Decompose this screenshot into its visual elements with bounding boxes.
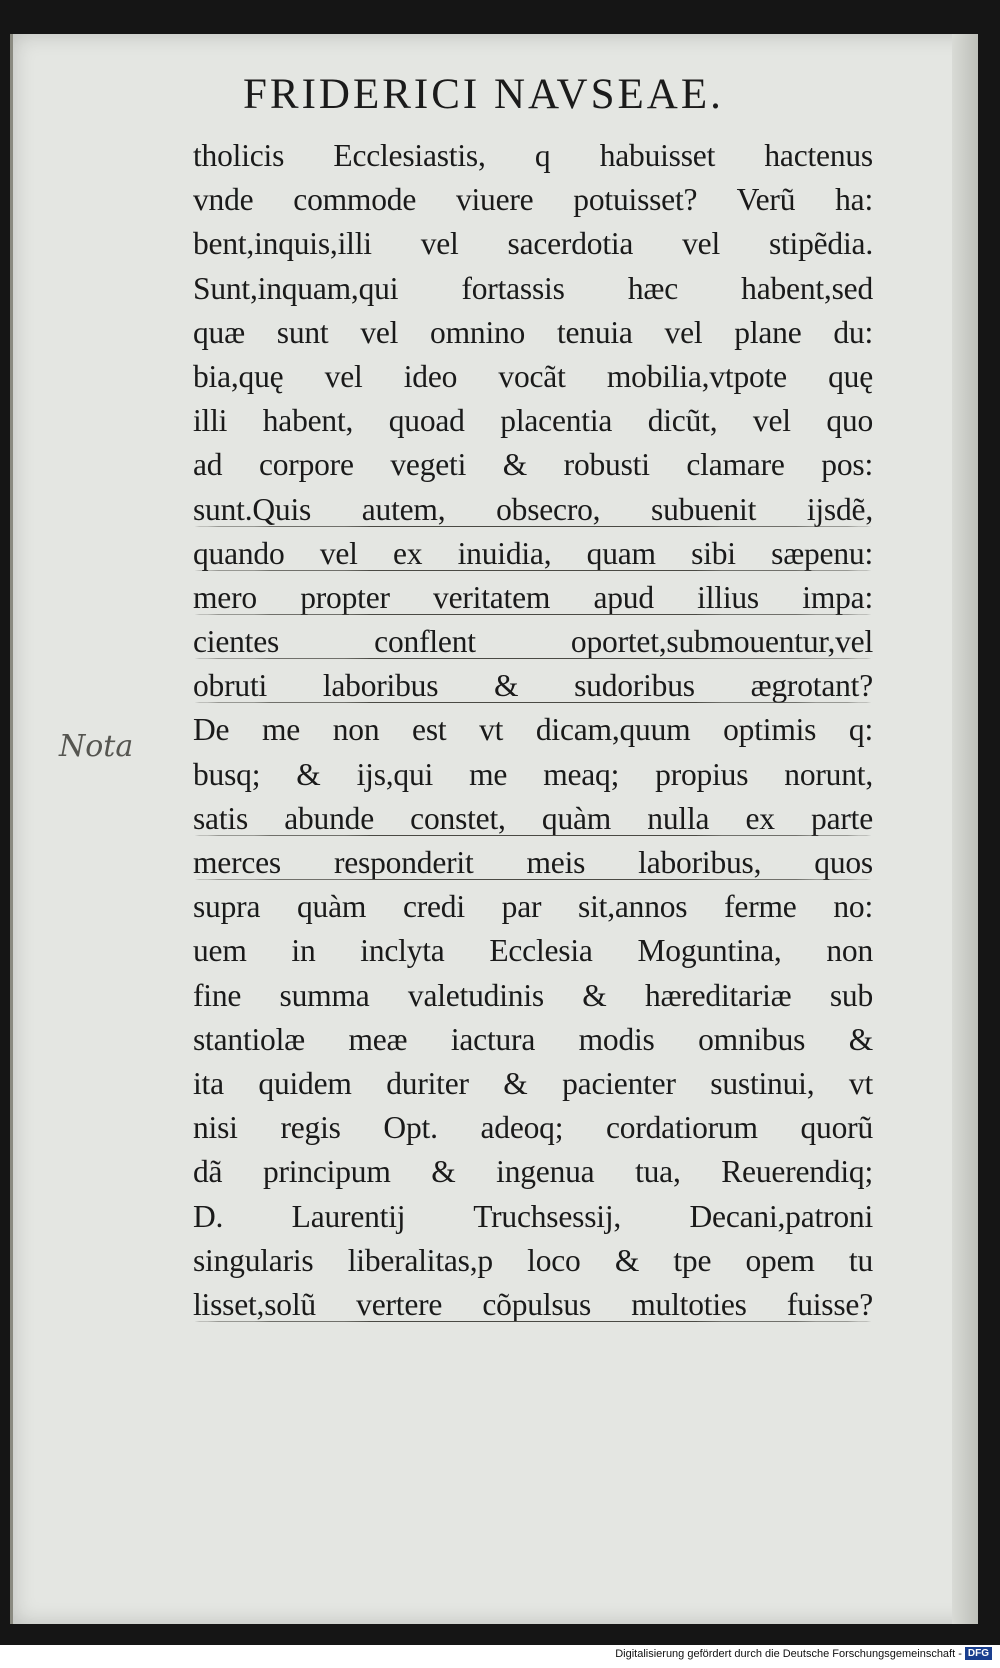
text-line: Sunt,inquam,qui fortassis hæc habent,sed [193,270,873,306]
text-line-underlined: quando vel ex inuidia, quam sibi sæpenu: [193,532,873,576]
text-line-underlined: mero propter veritatem apud illius impa: [193,576,873,620]
marginal-note: Nota [59,729,134,764]
text-line: uem in inclyta Ecclesia Moguntina, non [193,933,873,969]
text-line: fine summa valetudinis & hæreditariæ sub [193,977,873,1013]
text-block [193,134,873,1327]
text-line: vnde commode viuere potuisset? Verũ ha: [193,182,873,218]
text-line: nisi regis Opt. adeoq; cordatiorum quorũ [193,1110,873,1146]
text-line: ita quidem duriter & pacienter sustinui, vt [193,1065,873,1101]
text-line: stantiolæ meæ iactura modis omnibus & [193,1021,873,1057]
text-line: ad corpore vegeti & robusti clamare pos: [193,447,873,483]
text-line: dã principum & ingenua tua, Reuerendiq; [193,1154,873,1190]
text-line: bia,quę vel ideo vocãt mobilia,vtpote quę [193,358,873,394]
text-line: busq; & ijs,qui me meaq; propius norunt, [193,756,873,792]
text-line: quæ sunt vel omnino tenuia vel plane du: [193,314,873,350]
text-line: illi habent, quoad placentia dicũt, vel quo [193,403,873,439]
text-line-underlined: merces responderit meis laboribus, quos [193,841,873,885]
dfg-logo-icon: DFG [965,1647,992,1660]
running-head: FRIDERICI NAVSEAE. [243,71,724,118]
text-line-underlined: lisset,solũ vertere cõpulsus multoties fuisse? [193,1283,873,1327]
credit-text: Digitalisierung gefördert durch die Deutsche Forschungsgemeinschaft - [615,1647,962,1660]
text-line: supra quàm credi par sit,annos ferme no: [193,889,873,925]
text-line: De me non est vt dicam,quum optimis q: [193,712,873,748]
book-page [10,34,978,1624]
text-line-underlined: cientes conflent oportet,submouentur,vel [193,620,873,664]
text-line-underlined: obruti laboribus & sudoribus ægrotant? [193,664,873,708]
text-line: singularis liberalitas,p loco & tpe opem tu [193,1242,873,1278]
text-line: bent,inquis,illi vel sacerdotia vel stipẽdia. [193,226,873,262]
text-line: D. Laurentij Truchsessij, Decani,patroni [193,1198,873,1234]
digitization-credit [615,1647,992,1660]
text-line-underlined: satis abunde constet, quàm nulla ex parte [193,797,873,841]
text-line: tholicis Ecclesiastis, q habuisset hactenus [193,138,873,173]
text-line-underlined: sunt.Quis autem, obsecro, subuenit ijsdẽ, [193,488,873,532]
page-edge [952,34,978,1624]
